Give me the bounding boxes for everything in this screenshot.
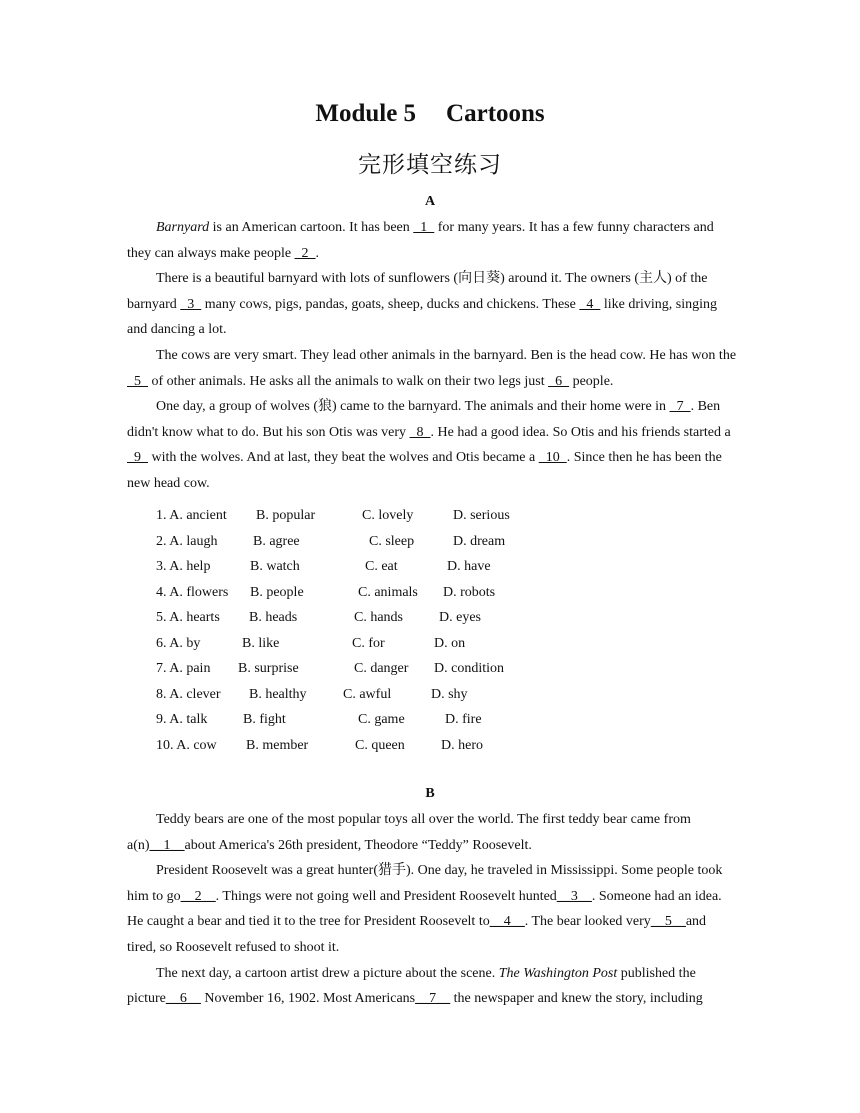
text: President Roosevelt was a great hunter(猎手). One day, he traveled in Mississippi. Some people took him to go	[127, 863, 723, 904]
option-b: B. fight	[243, 712, 286, 727]
option-a: 4. A. flowers	[156, 584, 229, 600]
text: published the picture	[127, 965, 696, 1007]
option-b: B. heads	[249, 610, 298, 625]
blank-4: 4	[579, 296, 601, 312]
text: with the wolves. And at last, they beat the wolves and Otis became a	[148, 450, 539, 466]
option-a: 3. A. help	[156, 559, 211, 574]
option-a: 1. A. ancient	[156, 508, 227, 523]
title-topic: Cartoons	[446, 100, 545, 127]
blank-9: 9	[127, 450, 148, 466]
blank-2: __2__	[180, 888, 216, 904]
text: is an American cartoon. It has been	[209, 220, 414, 235]
text: The cows are very smart. They lead other animals in the barnyard. Ben is the head cow. He has won the	[156, 347, 737, 363]
blank-3: 3	[180, 296, 202, 312]
option-d: D. eyes	[439, 610, 481, 625]
option-d: D. fire	[445, 712, 482, 727]
option-c: C. game	[358, 712, 405, 727]
option-c: C. queen	[355, 737, 405, 753]
text: Teddy bears are one of the most popular toys all over the world. The first teddy bear came from a(n)	[127, 812, 691, 853]
blank-6: __6__	[165, 991, 201, 1007]
text: of other animals. He asks all the animals to walk on their two legs just	[148, 373, 549, 389]
option-d: D. shy	[431, 686, 468, 702]
option-c: C. for	[352, 635, 385, 651]
text: . Things were not going well and President Roosevelt hunted	[215, 888, 557, 904]
passage-a-paragraph-1	[127, 215, 737, 266]
option-a: 7. A. pain	[156, 661, 211, 676]
option-c: C. danger	[354, 661, 409, 676]
newspaper-title: The Washington Post	[498, 965, 618, 981]
title-module: Module 5	[315, 100, 417, 127]
option-b: B. like	[242, 635, 280, 651]
text: about America's 26th president, Theodore “Teddy” Roosevelt.	[184, 837, 532, 853]
passage-a-paragraph-3	[127, 343, 737, 394]
option-d: D. robots	[443, 584, 496, 600]
text: many cows, pigs, pandas, goats, sheep, ducks and chickens. These	[201, 296, 580, 312]
text: like driving, singing and dancing a lot.	[127, 296, 717, 338]
blank-4: __4__	[489, 914, 525, 930]
section-b-label: B	[425, 786, 435, 801]
option-c: C. eat	[365, 559, 398, 574]
text: . Ben didn't know what to do. But his son Otis was very	[127, 399, 721, 440]
option-b: B. people	[250, 584, 304, 600]
option-d: D. serious	[453, 508, 510, 523]
option-d: D. hero	[441, 737, 483, 753]
text: The next day, a cartoon artist drew a picture about the scene.	[156, 965, 499, 981]
passage-b-paragraph-2	[127, 858, 737, 960]
text: . The bear looked very	[524, 914, 651, 930]
text: the newspaper and knew the story, including	[450, 991, 703, 1007]
option-d: D. dream	[453, 533, 506, 549]
blank-5: 5	[127, 373, 148, 389]
blank-8: 8	[409, 424, 431, 440]
blank-3: __3__	[556, 888, 592, 904]
option-c: C. awful	[343, 686, 392, 702]
option-d: D. have	[447, 559, 491, 574]
option-a: 8. A. clever	[156, 686, 221, 702]
passage-a-paragraph-2	[127, 266, 737, 343]
cartoon-title: Barnyard	[156, 220, 210, 235]
passage-b-paragraph-3	[127, 961, 737, 1012]
blank-7: __7__	[415, 991, 451, 1007]
blank-7: 7	[669, 399, 691, 415]
section-b-passage	[127, 807, 737, 1012]
option-c: C. hands	[354, 610, 403, 625]
text: One day, a group of wolves (狼) came to the barnyard. The animals and their home were in	[156, 399, 670, 415]
blank-2: 2	[294, 245, 316, 261]
text: and tired, so Roosevelt refused to shoot it.	[127, 914, 707, 955]
option-a: 2. A. laugh	[156, 533, 218, 549]
option-b: B. popular	[256, 508, 316, 523]
section-a-passage	[127, 215, 737, 497]
blank-10: 10	[538, 450, 567, 466]
option-d: D. condition	[434, 661, 504, 676]
blank-5: __5__	[650, 914, 686, 930]
blank-6: 6	[548, 373, 570, 389]
text: There is a beautiful barnyard with lots of sunflowers (向日葵) around it. The owners (主人) of the barnyard	[127, 271, 708, 312]
option-a: 10. A. cow	[156, 737, 217, 753]
option-c: C. lovely	[362, 508, 414, 523]
option-b: B. healthy	[249, 686, 307, 702]
option-b: B. surprise	[238, 661, 299, 676]
option-b: B. agree	[253, 533, 300, 549]
option-c: C. animals	[358, 584, 418, 600]
option-c: C. sleep	[369, 533, 415, 549]
text: for many years. It has a few funny characters and they can always make people	[127, 220, 714, 261]
text: November 16, 1902. Most Americans	[200, 991, 416, 1007]
text: . Someone had an idea. He caught a bear and tied it to the tree for President Roosevelt to	[127, 888, 722, 930]
page-title	[0, 100, 860, 128]
blank-1: __1__	[149, 837, 185, 853]
option-a: 5. A. hearts	[156, 610, 220, 625]
option-b: B. watch	[250, 559, 300, 574]
option-a: 9. A. talk	[156, 712, 208, 727]
passage-a-paragraph-4	[127, 394, 737, 496]
text: .	[315, 245, 320, 261]
blank-1: 1	[413, 220, 435, 235]
option-b: B. member	[246, 737, 309, 753]
option-d: D. on	[434, 635, 466, 651]
section-a-label: A	[424, 194, 436, 209]
option-a: 6. A. by	[156, 635, 201, 651]
text: . He had a good idea. So Otis and his friends started a	[430, 424, 731, 440]
text: . Since then he has been the new head cow.	[127, 450, 722, 491]
page-subtitle: 完形填空练习	[358, 152, 502, 178]
passage-b-paragraph-1	[127, 807, 737, 858]
text: people.	[569, 373, 614, 389]
